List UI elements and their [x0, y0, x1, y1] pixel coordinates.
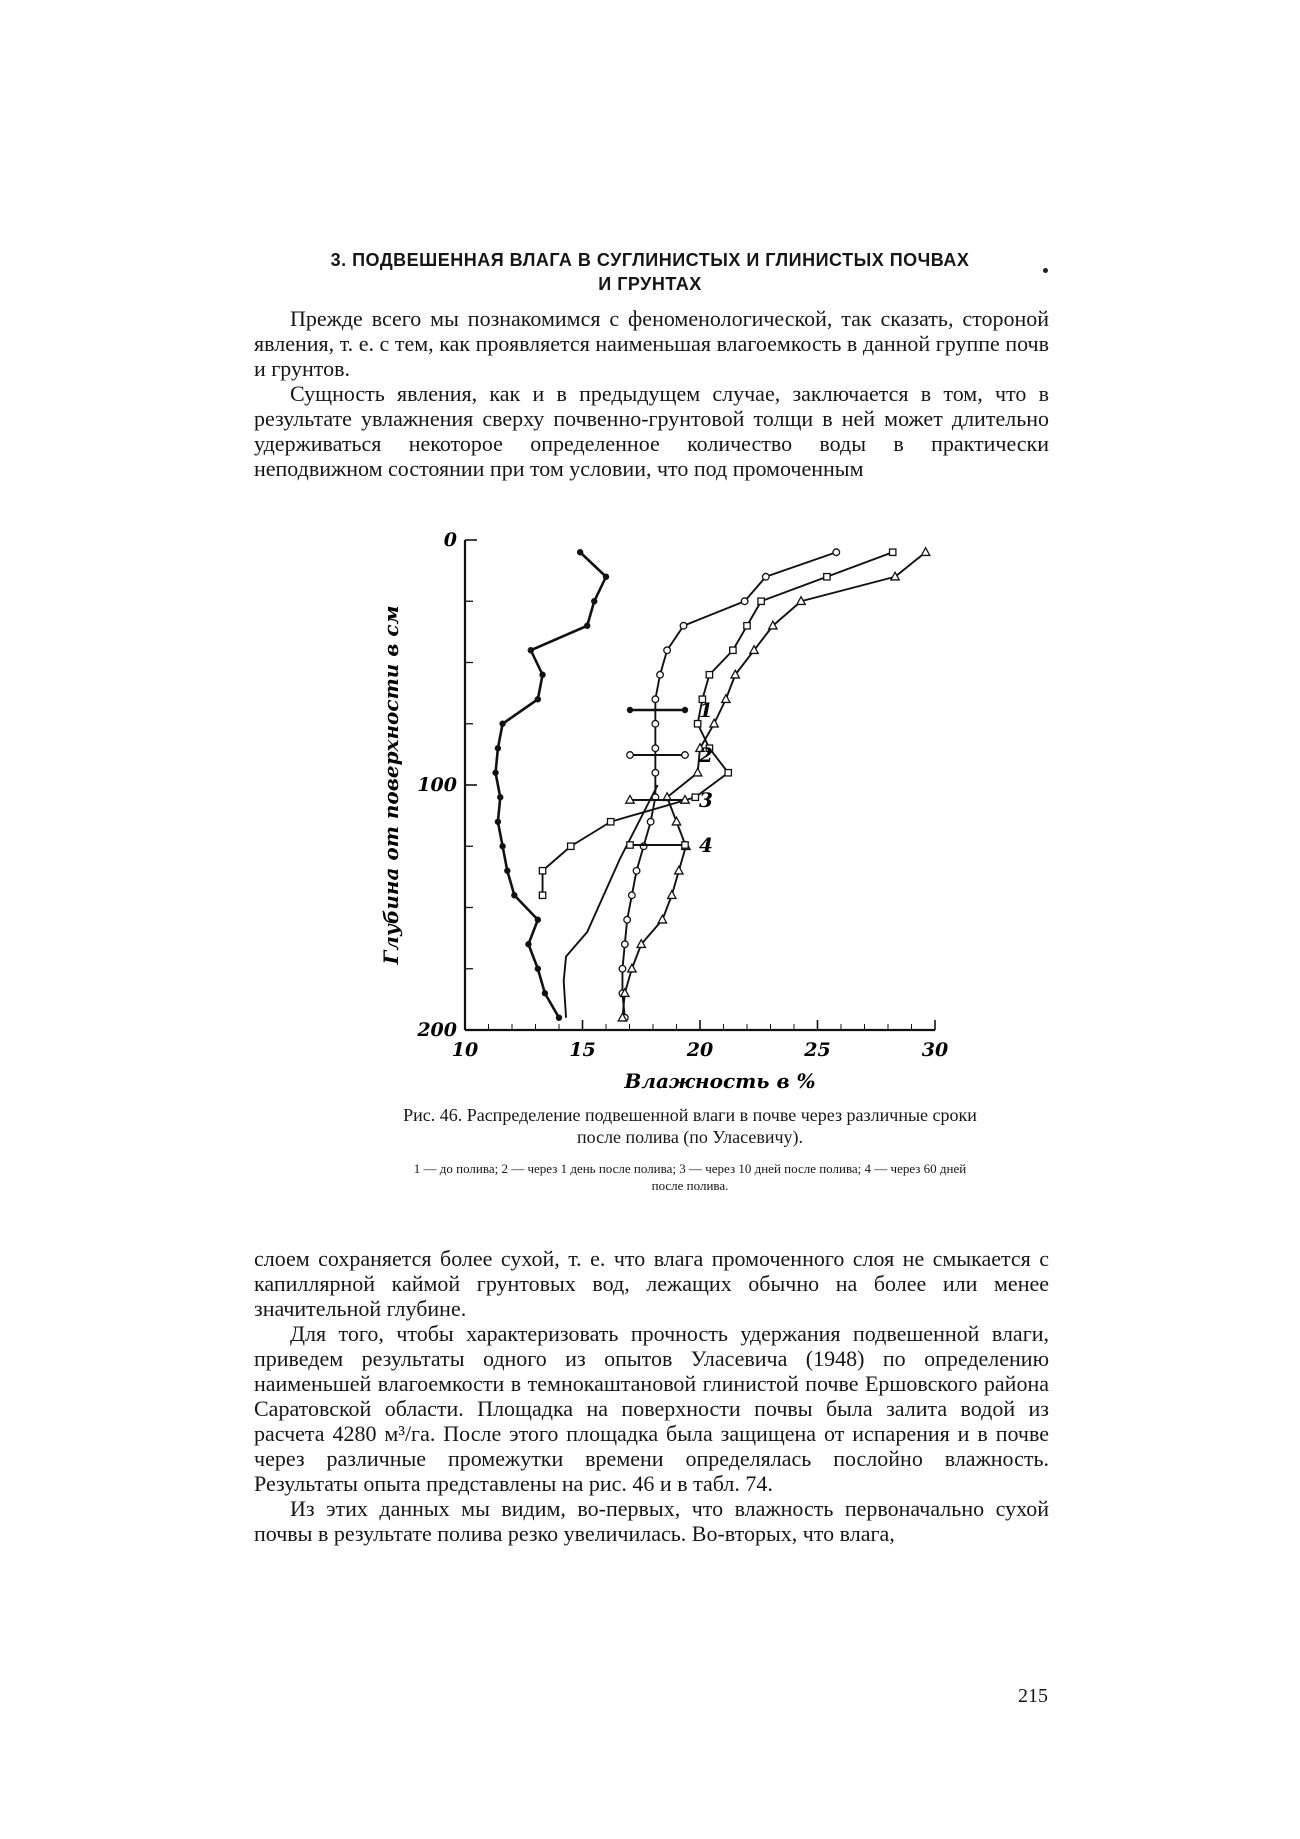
x-axis-label: Влажность в %: [624, 1069, 816, 1090]
series-1-point: [542, 990, 548, 996]
chart-lines: [496, 552, 926, 1018]
legend-label-3: 3: [699, 788, 713, 812]
chart-legend: [626, 698, 713, 857]
series-2-point: [629, 892, 636, 899]
x-tick-label: 15: [569, 1039, 596, 1061]
series-3-point: [693, 768, 701, 776]
y-tick-label: 200: [417, 1019, 457, 1041]
body-text-bottom: [254, 1246, 1049, 1546]
series-1-point: [603, 574, 609, 580]
series-1-point: [584, 623, 590, 629]
legend-marker-2: [627, 752, 634, 759]
series-1-point: [535, 966, 541, 972]
series-2-point: [833, 549, 840, 556]
series-1-line: [496, 552, 606, 1018]
series-4-point: [608, 819, 614, 825]
body-text-top: [254, 306, 1049, 481]
section-heading-line-1: 3. ПОДВЕШЕННАЯ ВЛАГА В СУГЛИНИСТЫХ И ГЛИНИСТЫХ ПОЧВАХ: [330, 250, 970, 270]
series-3-point: [628, 964, 636, 972]
series-4-point: [744, 623, 750, 629]
series-2-point: [763, 573, 770, 580]
series-2-point: [652, 769, 659, 776]
series-3-point: [921, 548, 929, 556]
paragraph: Для того, чтобы характеризовать прочность удержания подвешенной влаги, приведем результаты одного из опытов Уласевича (1948) по определению наименьшей влагоемкости в темнокаштановой глинистой почве Ершовского района Саратовской области. Площадка на поверхности почвы была залита водой из расчета 4280 м³/га. После этого площадка была защищена от испарения и в почве через различные промежутки времени определялась послойно влажность. Результаты опыта представлены на рис. 46 и в табл. 74.: [254, 1321, 1049, 1496]
paragraph: Из этих данных мы видим, во-первых, что влажность первоначально сухой почвы в результате полива резко увеличилась. Во-вторых, что влага,: [254, 1496, 1049, 1546]
series-3-point: [668, 891, 676, 899]
series-3-point: [658, 915, 666, 923]
series-1-point: [535, 696, 541, 702]
series-1-point: [499, 721, 505, 727]
series-1-point: [499, 843, 505, 849]
series-1-point: [528, 647, 534, 653]
chart-axes: [380, 529, 948, 1090]
section-heading-line-2: И ГРУНТАХ: [598, 274, 702, 294]
series-4-point: [692, 794, 698, 800]
paragraph: Прежде всего мы познакомимся с феноменологической, так сказать, стороной явления, т. е. с тем, как проявляется наименьшая влагоемкость в данной группе почв и грунтов.: [254, 306, 1049, 381]
series-2-point: [647, 818, 654, 825]
series-2-point: [619, 965, 626, 972]
paragraph: слоем сохраняется более сухой, т. е. что влага промоченного слоя не смыкается с капиллярной каймой грунтовых вод, лежащих обычно на более или менее значительной глубине.: [254, 1246, 1049, 1321]
series-2-point: [652, 745, 659, 752]
x-tick-label: 30: [921, 1039, 949, 1061]
series-1-point: [539, 672, 545, 678]
series-2-point: [624, 916, 631, 923]
series-1-point: [535, 917, 541, 923]
figure-46: [380, 520, 960, 1090]
ink-dot: [1043, 268, 1048, 273]
series-2-point: [640, 843, 647, 850]
series-2-point: [622, 941, 629, 948]
legend-marker-4: [682, 842, 688, 848]
series-2-point: [741, 598, 748, 605]
series-1-point: [495, 819, 501, 825]
legend-marker-1: [627, 707, 633, 713]
page-number: 215: [1018, 1685, 1048, 1707]
series-4-point: [539, 868, 545, 874]
legend-marker-2: [682, 752, 689, 759]
legend-label-2: 2: [699, 743, 713, 767]
series-1-point: [577, 549, 583, 555]
series-3-point: [722, 695, 730, 703]
series-2-point: [680, 622, 687, 629]
series-1-point: [511, 892, 517, 898]
figure-legend-note: 1 — до полива; 2 — через 1 день после полива; 3 — через 10 дней после полива; 4 — через 60 дней после полива.: [413, 1161, 967, 1193]
moisture-depth-chart: [380, 520, 960, 1090]
x-tick-label: 20: [686, 1039, 714, 1061]
series-4-point: [539, 892, 545, 898]
y-tick-label: 100: [417, 774, 457, 796]
series-1-point: [492, 770, 498, 776]
series-4-point: [824, 574, 830, 580]
series-4-point: [890, 549, 896, 555]
series-4-point: [568, 843, 574, 849]
series-2-point: [652, 696, 659, 703]
x-tick-label: 10: [451, 1039, 479, 1061]
figure-caption: Рис. 46. Распределение подвешенной влаги в почве через различные сроки после полива (по Уласевичу).: [403, 1105, 977, 1147]
series-1-point: [495, 745, 501, 751]
legend-label-4: 4: [699, 833, 713, 857]
series-4-point: [706, 672, 712, 678]
series-2-point: [633, 867, 640, 874]
series-2-point: [652, 720, 659, 727]
series-2-point: [657, 671, 664, 678]
series-1-point: [497, 794, 503, 800]
legend-marker-4: [627, 842, 633, 848]
series-3-point: [672, 817, 680, 825]
series-3-point: [675, 866, 683, 874]
series-1-point: [556, 1015, 562, 1021]
section-heading: [250, 248, 1050, 296]
series-2-point: [664, 647, 671, 654]
series-1-point: [525, 941, 531, 947]
y-axis-label: Глубина от поверхности в см: [380, 605, 403, 965]
series-4-point: [725, 770, 731, 776]
series-2-line: [622, 552, 836, 1018]
series-4-point: [730, 647, 736, 653]
legend-label-1: 1: [699, 698, 713, 722]
series-4-point: [758, 598, 764, 604]
y-tick-label: 0: [443, 529, 457, 551]
paragraph: Сущность явления, как и в предыдущем случае, заключается в том, что в результате увлажнения сверху почвенно-грунтовой толщи в ней может длительно удерживаться некоторое определенное количество воды в практически неподвижном состоянии при том условии, что под промоченным: [254, 381, 1049, 481]
x-tick-label: 25: [804, 1039, 831, 1061]
series-1-point: [591, 598, 597, 604]
series-1-point: [504, 868, 510, 874]
legend-marker-1: [682, 707, 688, 713]
